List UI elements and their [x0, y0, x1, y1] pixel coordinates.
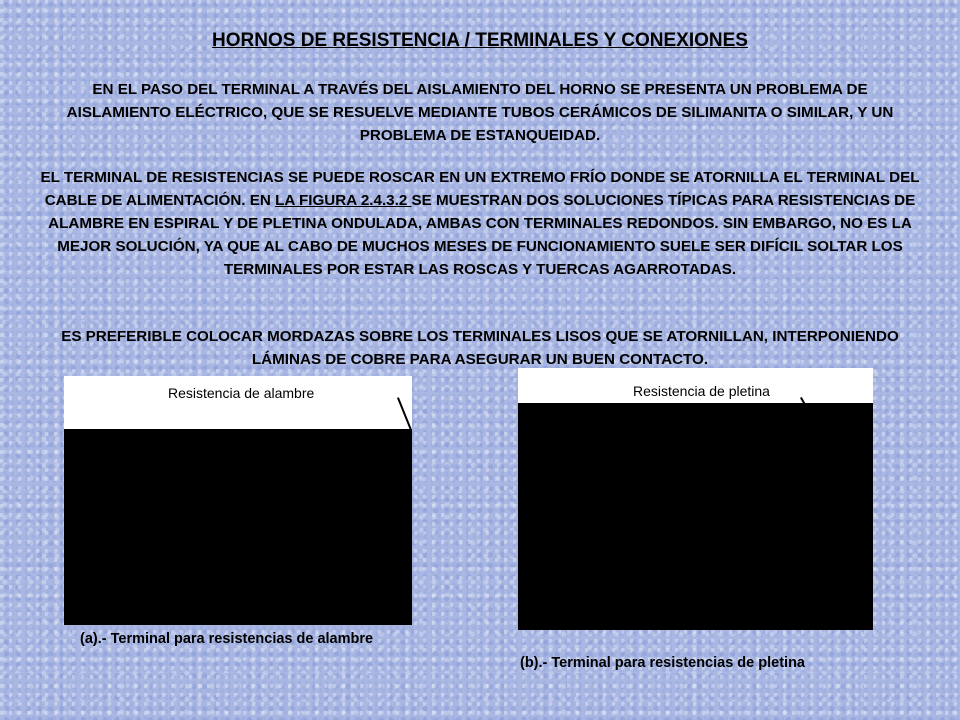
figure-wire-terminal — [64, 376, 412, 625]
figure-label: Resistencia de pletina — [633, 383, 770, 399]
figure-label-area — [64, 376, 412, 429]
figure-label-area — [518, 368, 873, 403]
paragraph-text: SE MUESTRAN DOS SOLUCIONES TÍPICAS PARA RESISTENCIAS DE ALAMBRE EN ESPIRAL Y DE PLETINA ONDULADA, AMBAS CON TERMINALES REDONDOS. SIN EMBARGO, NO ES LA MEJOR SOLUCIÓN, YA QUE AL CABO DE MUCHOS MESES DE FUNCIONAMIENTO SUELE SER DIFÍCIL SOLTAR LOS TERMINALES POR ESTAR LAS ROSCAS Y TUERCAS AGARROTADAS. — [48, 192, 916, 278]
figure-reference-link[interactable]: LA FIGURA 2.4.3.2 — [275, 192, 412, 209]
slide-title: HORNOS DE RESISTENCIA / TERMINALES Y CONEXIONES — [212, 30, 748, 51]
paragraph-clamps: ES PREFERIBLE COLOCAR MORDAZAS SOBRE LOS TERMINALES LISOS QUE SE ATORNILLAN, INTERPONIENDO LÁMINAS DE COBRE PARA ASEGURAR UN BUEN CONTACTO. — [61, 328, 899, 368]
paragraph-threaded-terminal — [40, 166, 920, 281]
figure-caption-b: (b).- Terminal para resistencias de pletina — [520, 655, 805, 671]
figure-caption-a: (a).- Terminal para resistencias de alambre — [80, 631, 374, 647]
leader-line — [800, 397, 805, 405]
leader-line — [397, 397, 411, 429]
paragraph-insulation: EN EL PASO DEL TERMINAL A TRAVÉS DEL AISLAMIENTO DEL HORNO SE PRESENTA UN PROBLEMA DE AISLAMIENTO ELÉCTRICO, QUE SE RESUELVE MEDIANTE TUBOS CERÁMICOS DE SILIMANITA O SIMILAR, Y UN PROBLEMA DE ESTANQUEIDAD. — [66, 81, 894, 144]
figure-strip-terminal — [518, 368, 873, 630]
paragraph-text: EL TERMINAL DE RESISTENCIAS SE PUEDE ROSCAR EN UN EXTREMO FRÍO DONDE SE ATORNILLA EL TERMINAL DEL CABLE DE ALIMENTACIÓN. EN — [40, 169, 920, 209]
figure-label: Resistencia de alambre — [168, 385, 315, 401]
